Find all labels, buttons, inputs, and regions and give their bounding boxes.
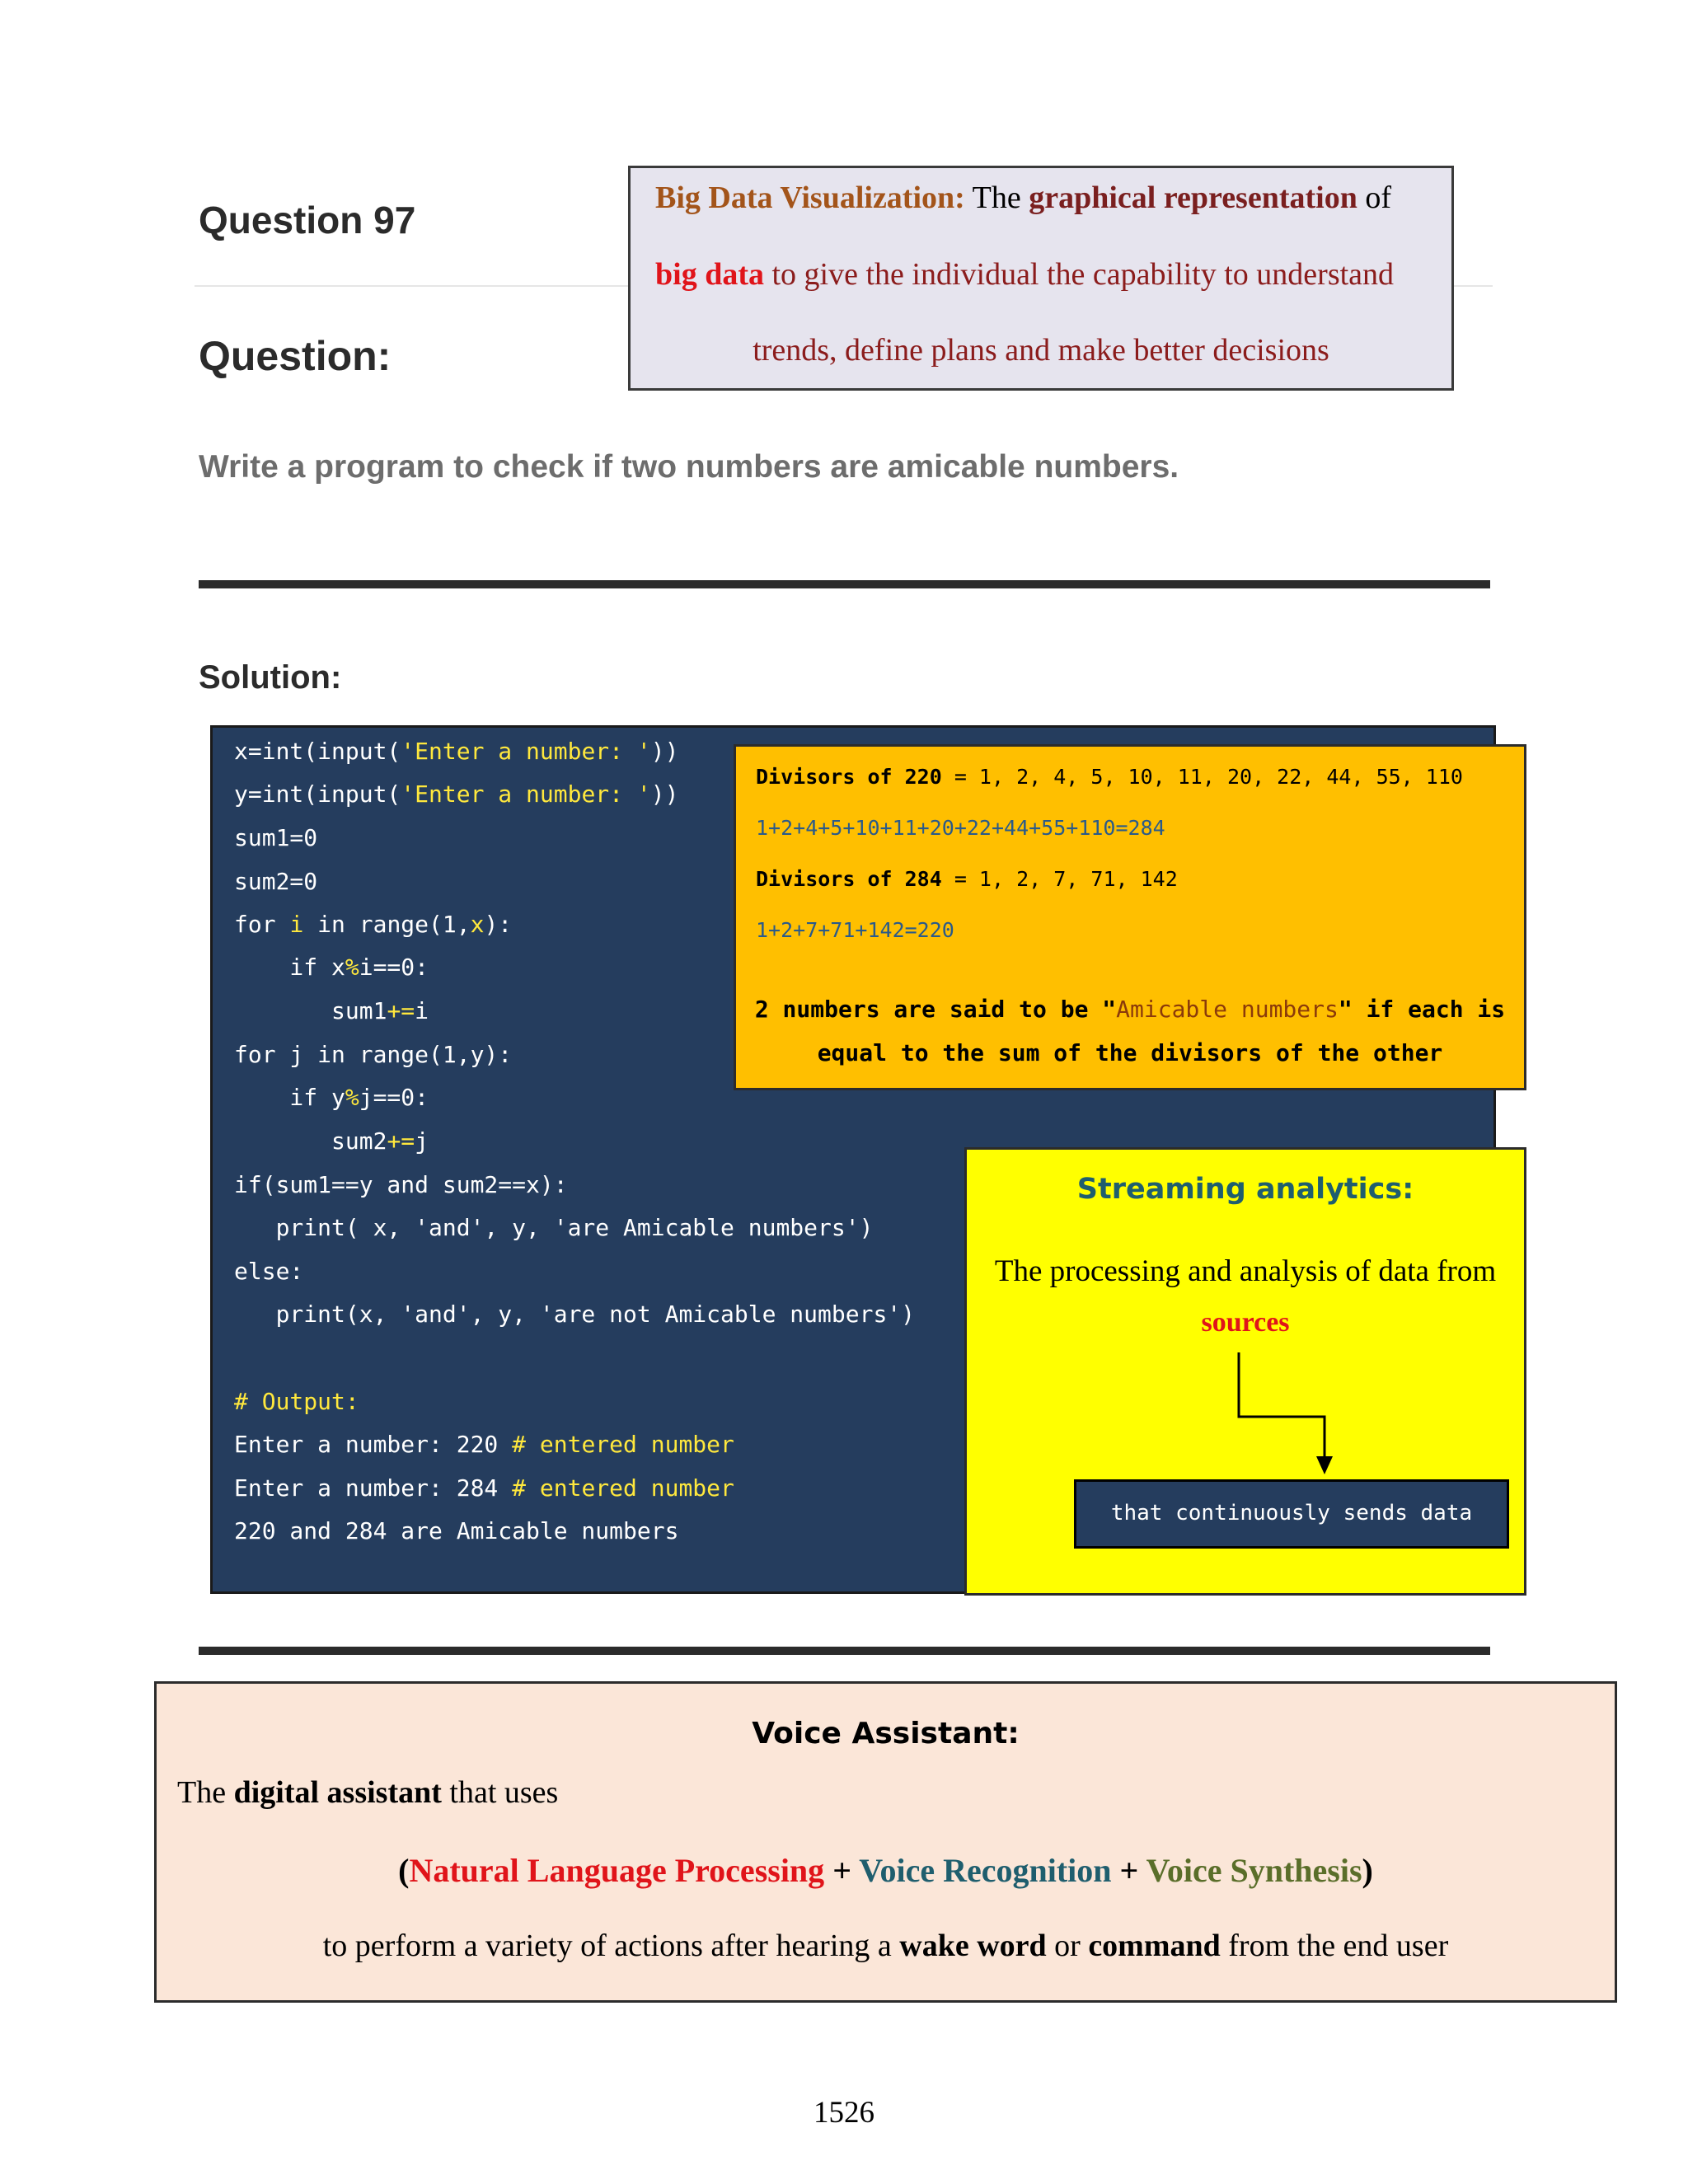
- code-line: [234, 1084, 429, 1111]
- text-span: or: [1046, 1929, 1089, 1963]
- text-span: graphical representation: [1029, 180, 1357, 215]
- code-token: Enter a number: 220: [234, 1431, 513, 1458]
- code-token: i: [289, 911, 304, 938]
- code-line: else:: [234, 1258, 304, 1285]
- text-span: Voice Recognition: [859, 1852, 1112, 1889]
- code-string: 'Enter a number: ': [401, 738, 651, 765]
- voice-line-2: [157, 1851, 1615, 1890]
- code-comment: # Output:: [234, 1388, 359, 1415]
- separator-bar: [199, 580, 1490, 588]
- code-token: %: [345, 1084, 359, 1111]
- code-token: i==0:: [359, 954, 429, 981]
- big-data-definition-box: [628, 166, 1454, 391]
- code-line: 220 and 284 are Amicable numbers: [234, 1517, 679, 1544]
- text-span: digital assistant: [233, 1775, 442, 1810]
- big-data-line-2: [655, 256, 1394, 293]
- big-data-line-3: trends, define plans and make better decisions: [753, 333, 1329, 368]
- voice-assistant-box: [154, 1681, 1617, 2003]
- text-span: to give the individual the capability to understand: [763, 257, 1395, 292]
- code-comment: # entered number: [512, 1431, 734, 1458]
- voice-title: Voice Assistant:: [752, 1717, 1020, 1750]
- code-token: y=int(input(: [234, 780, 401, 808]
- text-span: The: [964, 180, 1029, 215]
- text-span: Amicable numbers: [1116, 996, 1339, 1023]
- code-token: x=int(input(: [234, 738, 401, 765]
- code-token: %: [345, 954, 359, 981]
- code-token: )): [650, 738, 679, 765]
- streaming-continuous-label: that continuously sends data: [1074, 1479, 1509, 1549]
- streaming-analytics-box: [964, 1147, 1526, 1596]
- code-line: [234, 997, 429, 1024]
- divisors-box: [734, 744, 1526, 1090]
- question-label: Question:: [199, 333, 392, 379]
- code-token: if x: [234, 954, 345, 981]
- text-span: +: [1111, 1852, 1146, 1889]
- text-span: = 1, 2, 4, 5, 10, 11, 20, 22, 44, 55, 110: [941, 765, 1463, 789]
- amicable-definition-line-2: equal to the sum of the divisors of the other: [817, 1039, 1443, 1066]
- text-span: to perform a variety of actions after hearing a: [322, 1929, 900, 1963]
- text-span: of: [1357, 180, 1392, 215]
- text-span: Natural Language Processing: [409, 1852, 825, 1889]
- code-line: [234, 738, 678, 765]
- code-line: print( x, 'and', y, 'are Amicable numbers'): [234, 1214, 874, 1241]
- text-span: " if each is: [1338, 996, 1506, 1023]
- code-line: print(x, 'and', y, 'are not Amicable numbers'): [234, 1301, 916, 1328]
- code-token: )): [650, 780, 679, 808]
- divisors-284: [756, 867, 1178, 891]
- code-token: in range(1,: [303, 911, 471, 938]
- voice-line-1: [177, 1774, 558, 1811]
- code-token: j==0:: [359, 1084, 429, 1111]
- text-span: +: [824, 1852, 860, 1889]
- code-token: Enter a number: 284: [234, 1474, 513, 1502]
- text-span: big data: [655, 257, 764, 292]
- code-token: if y: [234, 1084, 345, 1111]
- voice-line-3: [157, 1928, 1615, 1964]
- text-span: wake word: [899, 1929, 1047, 1963]
- streaming-sources: sources: [1201, 1307, 1290, 1338]
- text-span: The: [177, 1775, 234, 1810]
- text-span: from the end user: [1220, 1929, 1449, 1963]
- streaming-title: Streaming analytics:: [1076, 1173, 1414, 1206]
- code-line: sum1=0: [234, 824, 318, 851]
- text-span: Divisors of 220: [756, 765, 942, 789]
- code-token: sum2: [234, 1127, 387, 1155]
- page-number: 1526: [814, 2096, 874, 2130]
- code-line: [234, 954, 429, 981]
- divisors-220-sum: 1+2+4+5+10+11+20+22+44+55+110=284: [756, 816, 1165, 840]
- big-data-term: Big Data Visualization:: [655, 180, 965, 215]
- code-comment: # entered number: [512, 1474, 734, 1502]
- code-token: sum1: [234, 997, 387, 1024]
- question-number: Question 97: [199, 199, 416, 241]
- code-line: [234, 1431, 734, 1458]
- text-span: Divisors of 284: [756, 867, 942, 891]
- text-span: ): [1362, 1852, 1373, 1889]
- text-span: (: [398, 1852, 410, 1889]
- code-line: [234, 1474, 734, 1502]
- divisors-284-sum: 1+2+7+71+142=220: [756, 918, 954, 942]
- divisors-220: [756, 765, 1463, 789]
- code-line: for j in range(1,y):: [234, 1041, 513, 1068]
- solution-label: Solution:: [199, 659, 342, 696]
- text-span: Voice Synthesis: [1146, 1852, 1362, 1889]
- code-token: for: [234, 911, 290, 938]
- text-span: command: [1088, 1929, 1221, 1963]
- code-line: [234, 911, 512, 938]
- amicable-definition-line-1: [736, 996, 1524, 1023]
- code-token: +=: [387, 1127, 415, 1155]
- text-span: = 1, 2, 7, 71, 142: [941, 867, 1178, 891]
- code-line: sum2=0: [234, 868, 318, 895]
- code-line: if(sum1==y and sum2==x):: [234, 1171, 568, 1198]
- text-span: 2 numbers are said to be ": [754, 996, 1117, 1023]
- code-token: i: [415, 997, 429, 1024]
- question-text: Write a program to check if two numbers are amicable numbers.: [199, 449, 1179, 485]
- separator-bar: [199, 1647, 1490, 1655]
- code-token: +=: [387, 997, 415, 1024]
- streaming-description: The processing and analysis of data from: [994, 1254, 1497, 1288]
- code-line: [234, 780, 678, 808]
- code-token: ):: [484, 911, 513, 938]
- code-string: 'Enter a number: ': [401, 780, 651, 808]
- big-data-line-1: [655, 180, 1391, 216]
- code-token: x: [470, 911, 485, 938]
- code-line: [234, 1127, 429, 1155]
- code-token: j: [415, 1127, 429, 1155]
- text-span: that uses: [441, 1775, 559, 1810]
